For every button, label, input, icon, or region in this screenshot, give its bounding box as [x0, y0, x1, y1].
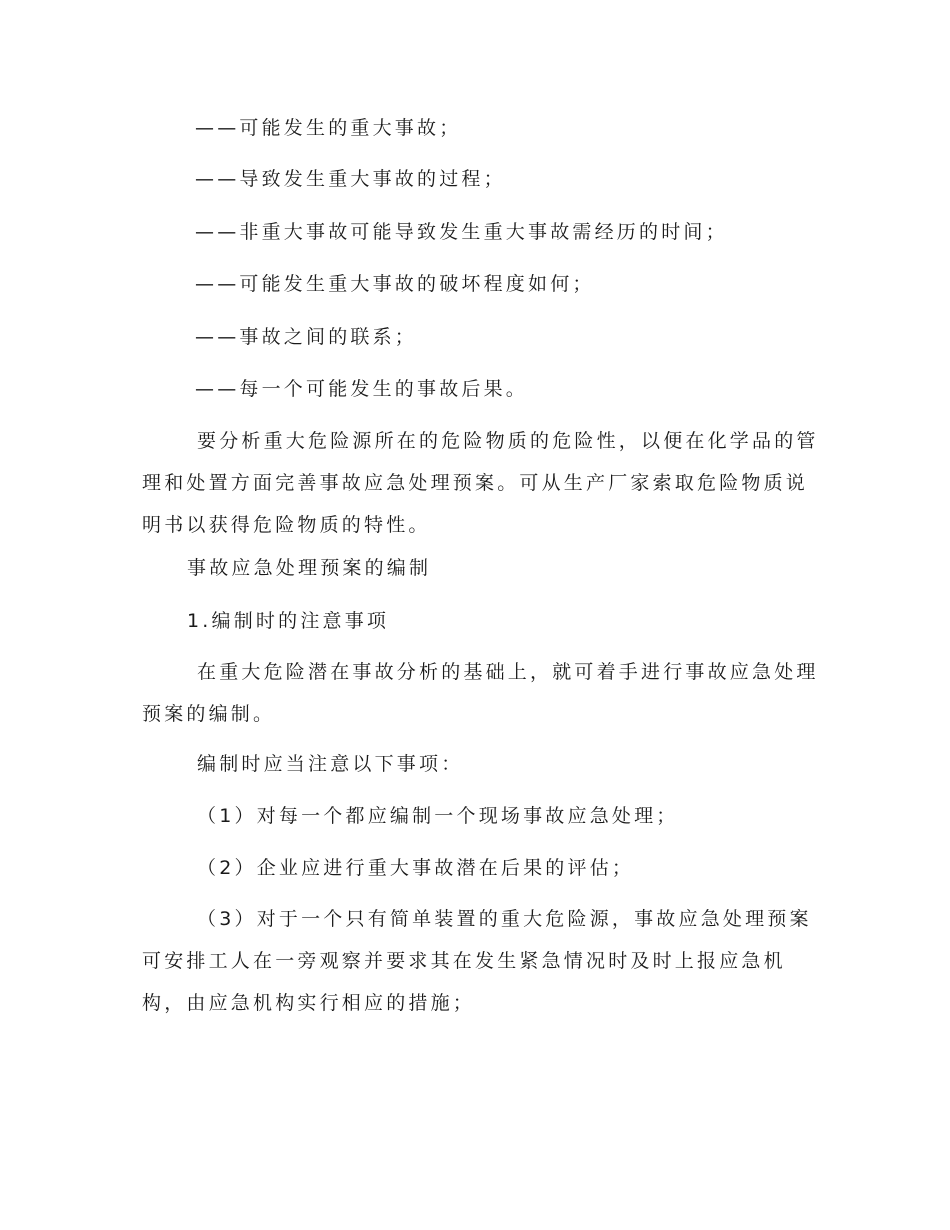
list-item: ——可能发生的重大事故； — [195, 117, 462, 139]
paragraph-line: 理和处置方面完善事故应急处理预案。可从生产厂家索取危险物质说 — [142, 472, 809, 494]
numbered-item: （1）对每一个都应编制一个现场事故应急处理； — [197, 805, 679, 827]
list-item: ——导致发生重大事故的过程； — [195, 168, 506, 190]
paragraph-line: 可安排工人在一旁观察并要求其在发生紧急情况时及时上报应急机 — [142, 950, 786, 972]
numbered-item: （2）企业应进行重大事故潜在后果的评估； — [197, 857, 635, 879]
subheading: 1.编制时的注意事项 — [187, 610, 390, 632]
paragraph-line: 预案的编制。 — [142, 703, 276, 725]
section-heading: 事故应急处理预案的编制 — [187, 557, 432, 579]
list-item: ——可能发生重大事故的破坏程度如何； — [195, 273, 595, 295]
paragraph-line: 在重大危险潜在事故分析的基础上，就可着手进行事故应急处理 — [197, 661, 819, 683]
list-item: ——事故之间的联系； — [195, 326, 418, 348]
paragraph-line: 要分析重大危险源所在的危险物质的危险性，以便在化学品的管 — [197, 430, 819, 452]
list-item: ——每一个可能发生的事故后果。 — [195, 378, 529, 400]
intro-line: 编制时应当注意以下事项： — [197, 753, 464, 775]
paragraph-line: 明书以获得危险物质的特性。 — [142, 514, 431, 536]
paragraph-line: 构，由应急机构实行相应的措施； — [142, 992, 476, 1014]
list-item: ——非重大事故可能导致发生重大事故需经历的时间； — [195, 221, 728, 243]
paragraph-line: （3）对于一个只有简单装置的重大危险源，事故应急处理预案 — [197, 908, 812, 930]
paragraph-preparation — [142, 651, 819, 735]
numbered-item-3 — [142, 898, 812, 1024]
paragraph-hazard-analysis — [142, 420, 819, 546]
